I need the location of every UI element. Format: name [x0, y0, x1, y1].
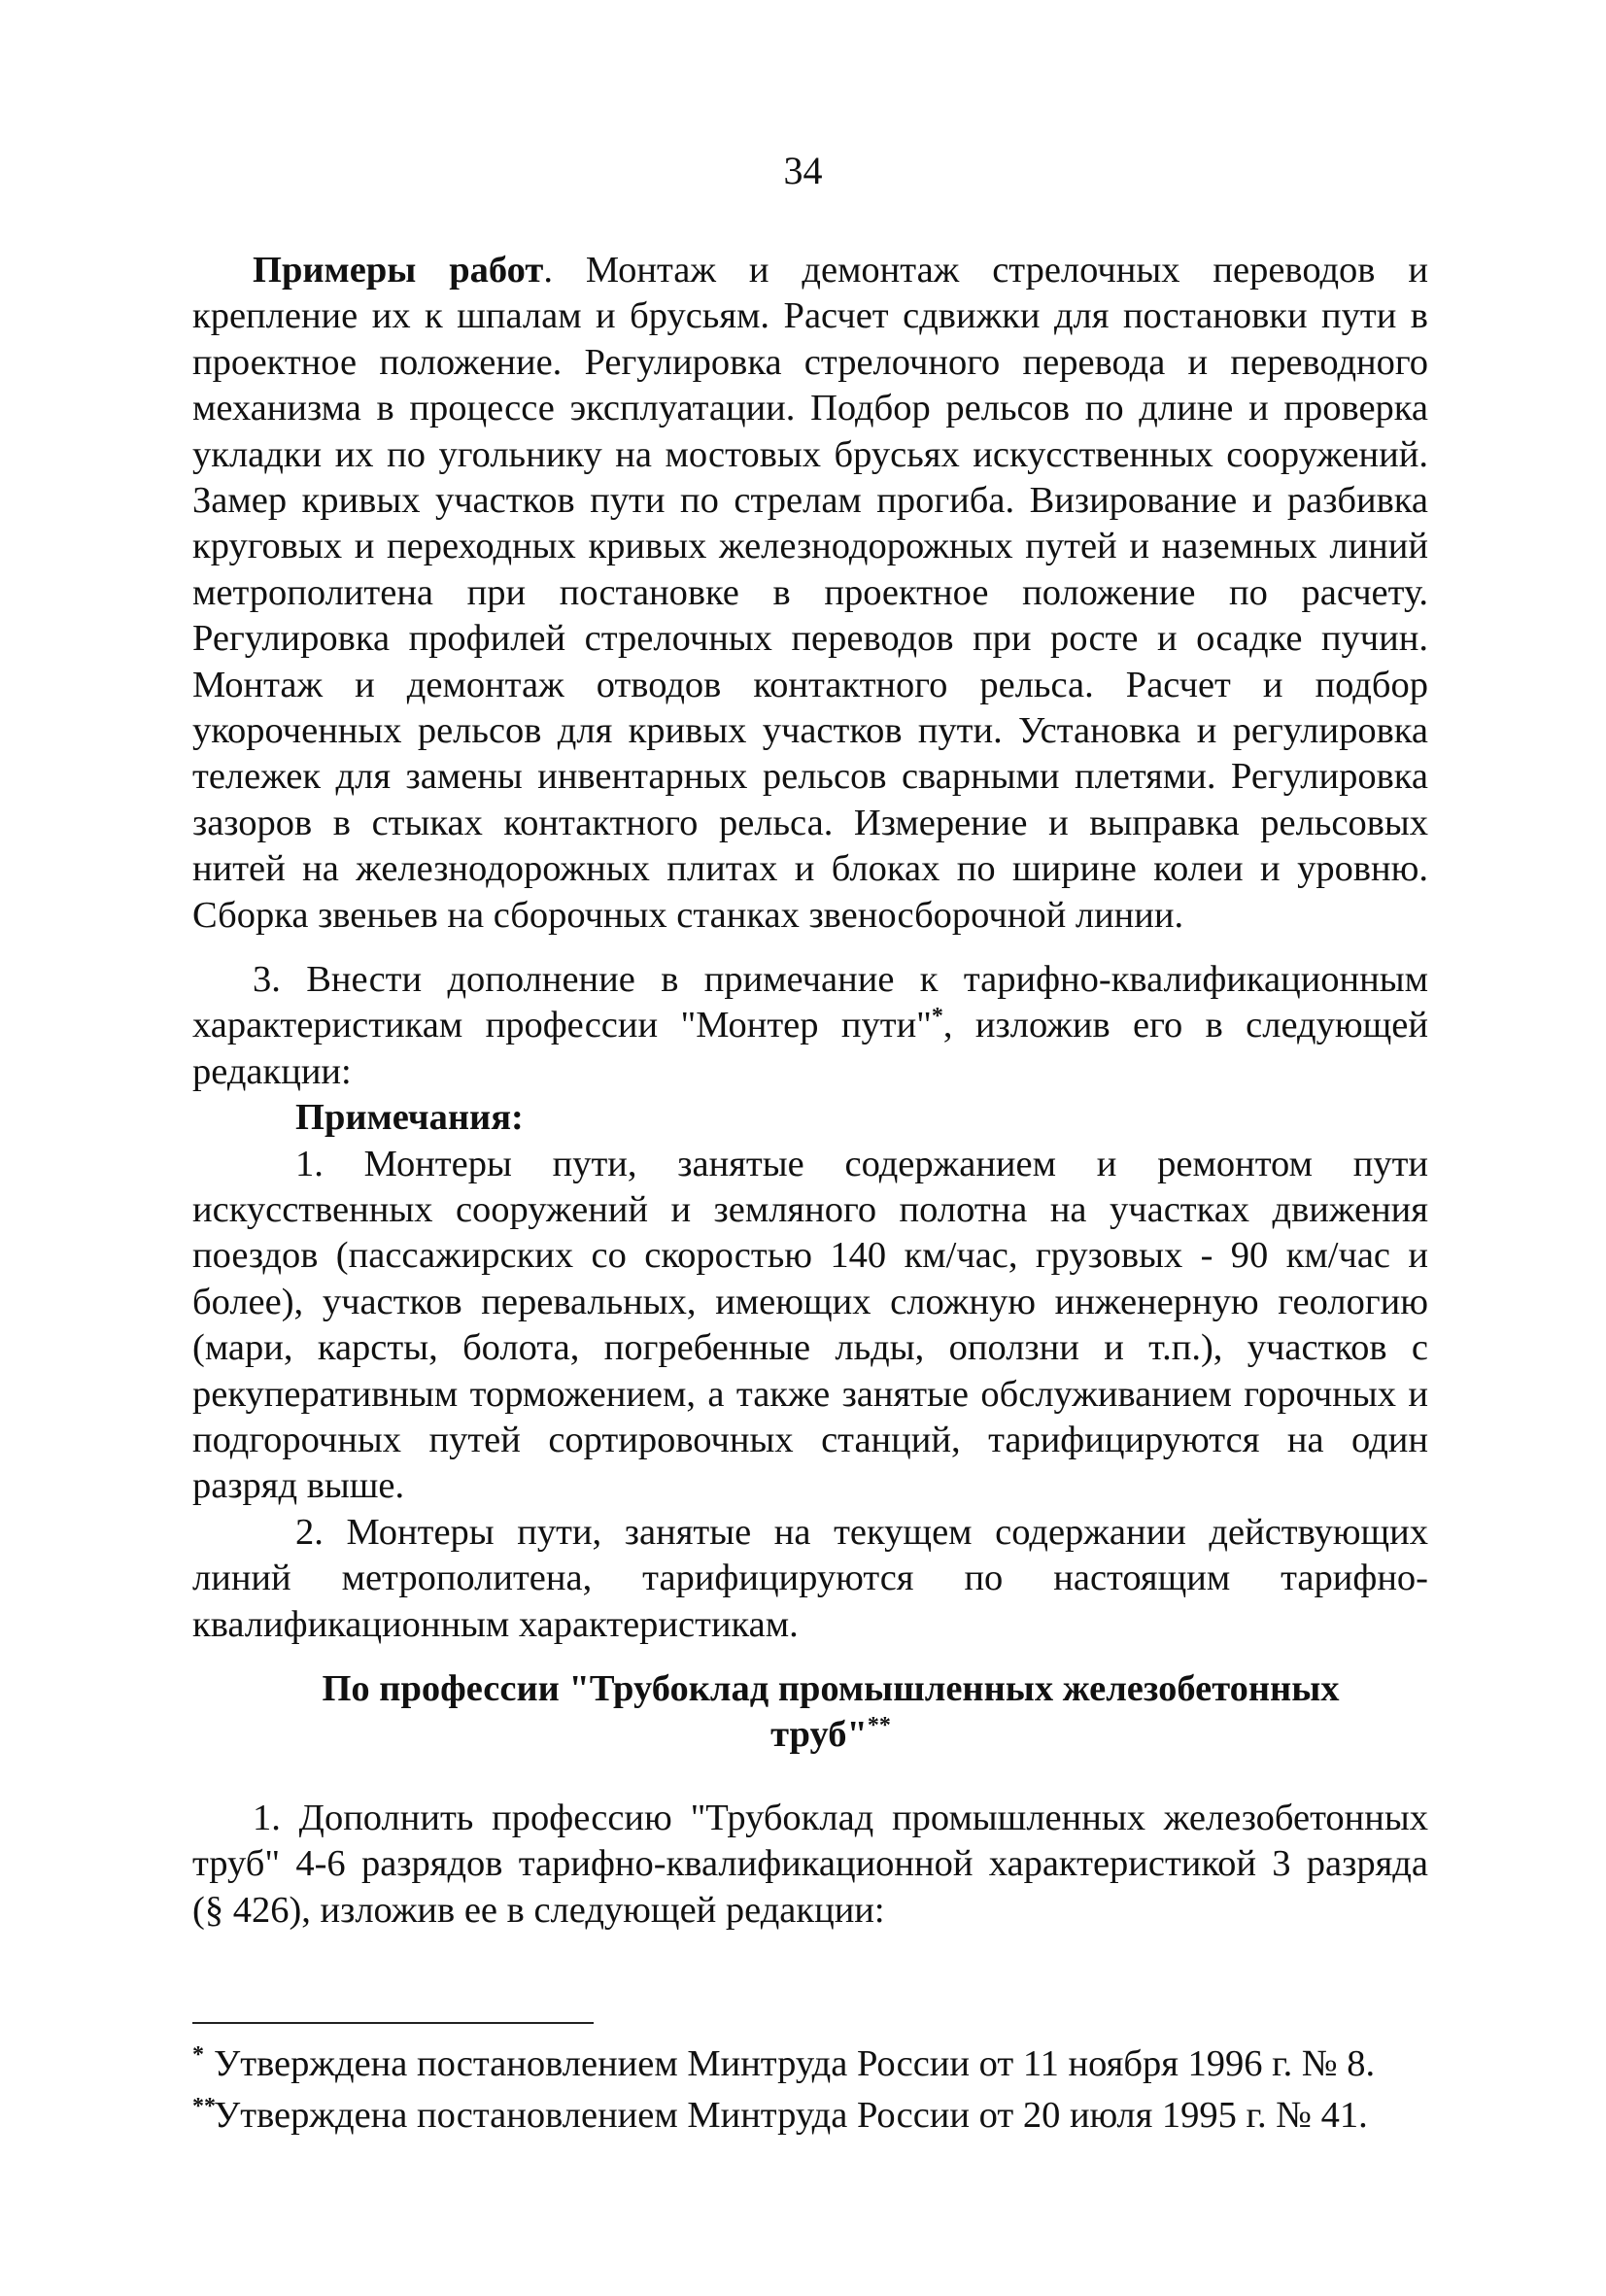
footnote-1: * Утверждена постановлением Минтруда России от 11 ноября 1996 г. № 8. [192, 2042, 1376, 2084]
footnotes [192, 2039, 1428, 2142]
note-item-1: 1. Монтеры пути, занятые содержанием и ремонтом пути искусственных сооружений и земляного полотна на участках движения поездов (пассажирских со скоростью 140 км/час, грузовых - 90 км/час и более), участков перевальных, имеющих сложную инженерную геологию (мари, карсты, болота, погребенные льды, оползни и т.п.), участков с рекуперативным торможением, а также занятые обслуживанием горочных и подгорочных путей сортировочных станций, тарифицируются на один разряд выше. [192, 1143, 1428, 1507]
work-examples-text [192, 248, 1428, 939]
amendment-item-3-text-before: 3. Внести дополнение в примечание к тарифно-квалификационным характеристикам профессии "Монтер пути" [192, 959, 1428, 1046]
amendment-item-3-text [192, 957, 1428, 1095]
footnote-2: **Утверждена постановлением Минтруда России от 20 июля 1995 г. № 41. [192, 2094, 1368, 2136]
amendment-item-3 [192, 957, 1428, 1648]
amendment-item-1-text: 1. Дополнить профессию "Трубоклад промышленных железобетонных труб" 4-6 разрядов тарифно-квалификационной характеристикой 3 разряда (§ 426), изложив ее в следующей редакции: [192, 1798, 1428, 1931]
work-examples-paragraph [192, 248, 1428, 939]
footnote-ref-2: ** [867, 1713, 891, 1739]
amendment-item-3-text-after: , изложив его в следующей редакции: [192, 1005, 1428, 1092]
footnote-ref-1: * [931, 1004, 943, 1030]
footnote-1-text: Утверждена постановлением Минтруда России от 11 ноября 1996 г. № 8. [214, 2043, 1376, 2084]
footnote-2-text: Утверждена постановлением Минтруда России от 20 июля 1995 г. № 41. [214, 2095, 1368, 2136]
footnote-divider [192, 2022, 594, 2024]
page-number: 34 [783, 149, 823, 192]
note-item-2: 2. Монтеры пути, занятые на текущем содержании действующих линий метрополитена, тарифицируются по настоящим тарифно-квалификационным характеристикам. [192, 1511, 1428, 1645]
amendment-item-1 [192, 1796, 1428, 1934]
section-heading [291, 1666, 1370, 1759]
work-examples-label: Примеры работ [253, 250, 544, 291]
notes-heading: Примечания: [295, 1097, 524, 1139]
work-examples-body: . Монтаж и демонтаж стрелочных переводов и крепление их к шпалам и брусьям. Расчет сдвижки для постановки пути в проектное положение. Регулировка стрелочного перевода и переводного механизма в процессе эксплуатации. Подбор рельсов по длине и проверка укладки их по угольнику на мостовых брусьях искусственных сооружений. Замер кривых участков пути по стрелам прогиба. Визирование и разбивка круговых и переходных кривых железнодорожных путей и наземных линий метрополитена при постановке в проектное положение по расчету. Регулировка профилей стрелочных переводов при росте и осадке пучин. Монтаж и демонтаж отводов контактного рельса. Расчет и подбор укороченных рельсов для кривых участков пути. Установка и регулировка тележек для замены инвентарных рельсов сварными плетями. Регулировка зазоров в стыках контактного рельса. Измерение и выправка рельсовых нитей на железнодорожных плитах и блоках по ширине колеи и уровню. Сборка звеньев на сборочных станках звеносборочной линии. [192, 250, 1428, 936]
section-heading-text: По профессии "Трубоклад промышленных железобетонных труб" [322, 1668, 1340, 1756]
